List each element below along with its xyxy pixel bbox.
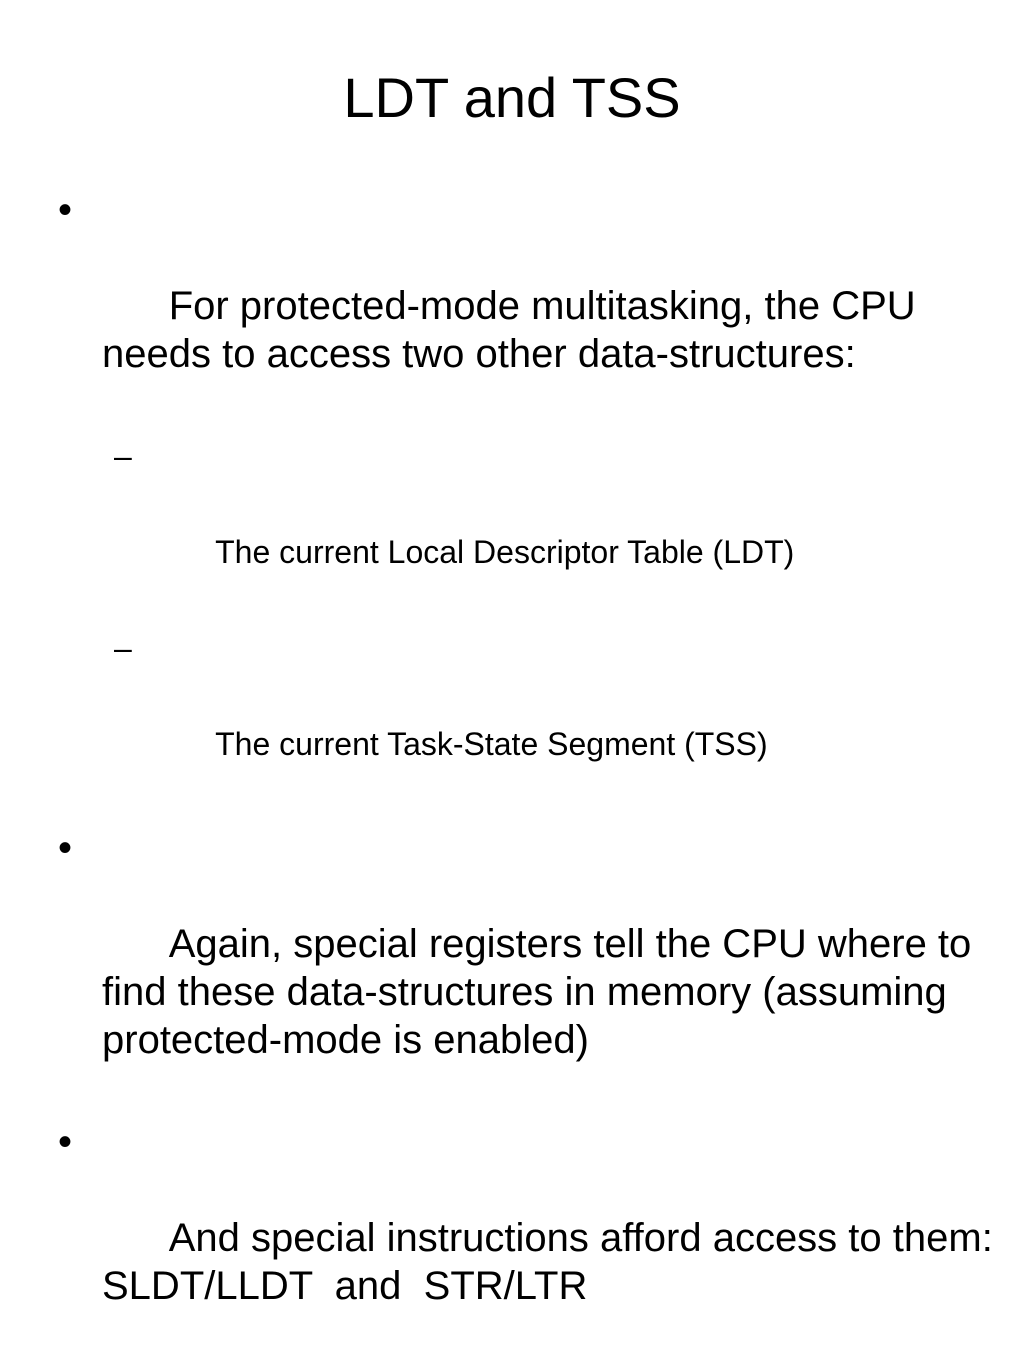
bullet-item-3 bbox=[58, 1118, 1016, 1358]
bullet-text: Again, special registers tell the CPU where to find these data-structures in memory (assuming protected-mode is enabled) bbox=[102, 922, 983, 1062]
bullet-list bbox=[58, 186, 1016, 1364]
bullet-text: And special instructions afford access to them: SLDT/LLDT and STR/LTR bbox=[102, 1216, 1016, 1308]
sub-bullet-item-1 bbox=[114, 432, 998, 624]
sub-bullet-text: The current Task-State Segment (TSS) bbox=[215, 726, 768, 762]
sub-bullet-marker: – bbox=[114, 630, 132, 666]
slide-title: LDT and TSS bbox=[343, 66, 681, 129]
bullet-item-2 bbox=[58, 824, 998, 1112]
sub-bullet-marker: – bbox=[114, 438, 132, 474]
sub-bullet-list bbox=[58, 432, 998, 816]
sub-bullet-item-2 bbox=[114, 624, 998, 816]
sub-bullet-text: The current Local Descriptor Table (LDT) bbox=[215, 534, 795, 570]
bullet-text: For protected-mode multitasking, the CPU needs to access two other data-structures: bbox=[102, 284, 927, 376]
bullet-marker: • bbox=[58, 188, 73, 232]
bullet-item-1 bbox=[58, 186, 998, 426]
bullet-marker: • bbox=[58, 1120, 73, 1164]
bullet-marker: • bbox=[58, 826, 73, 870]
